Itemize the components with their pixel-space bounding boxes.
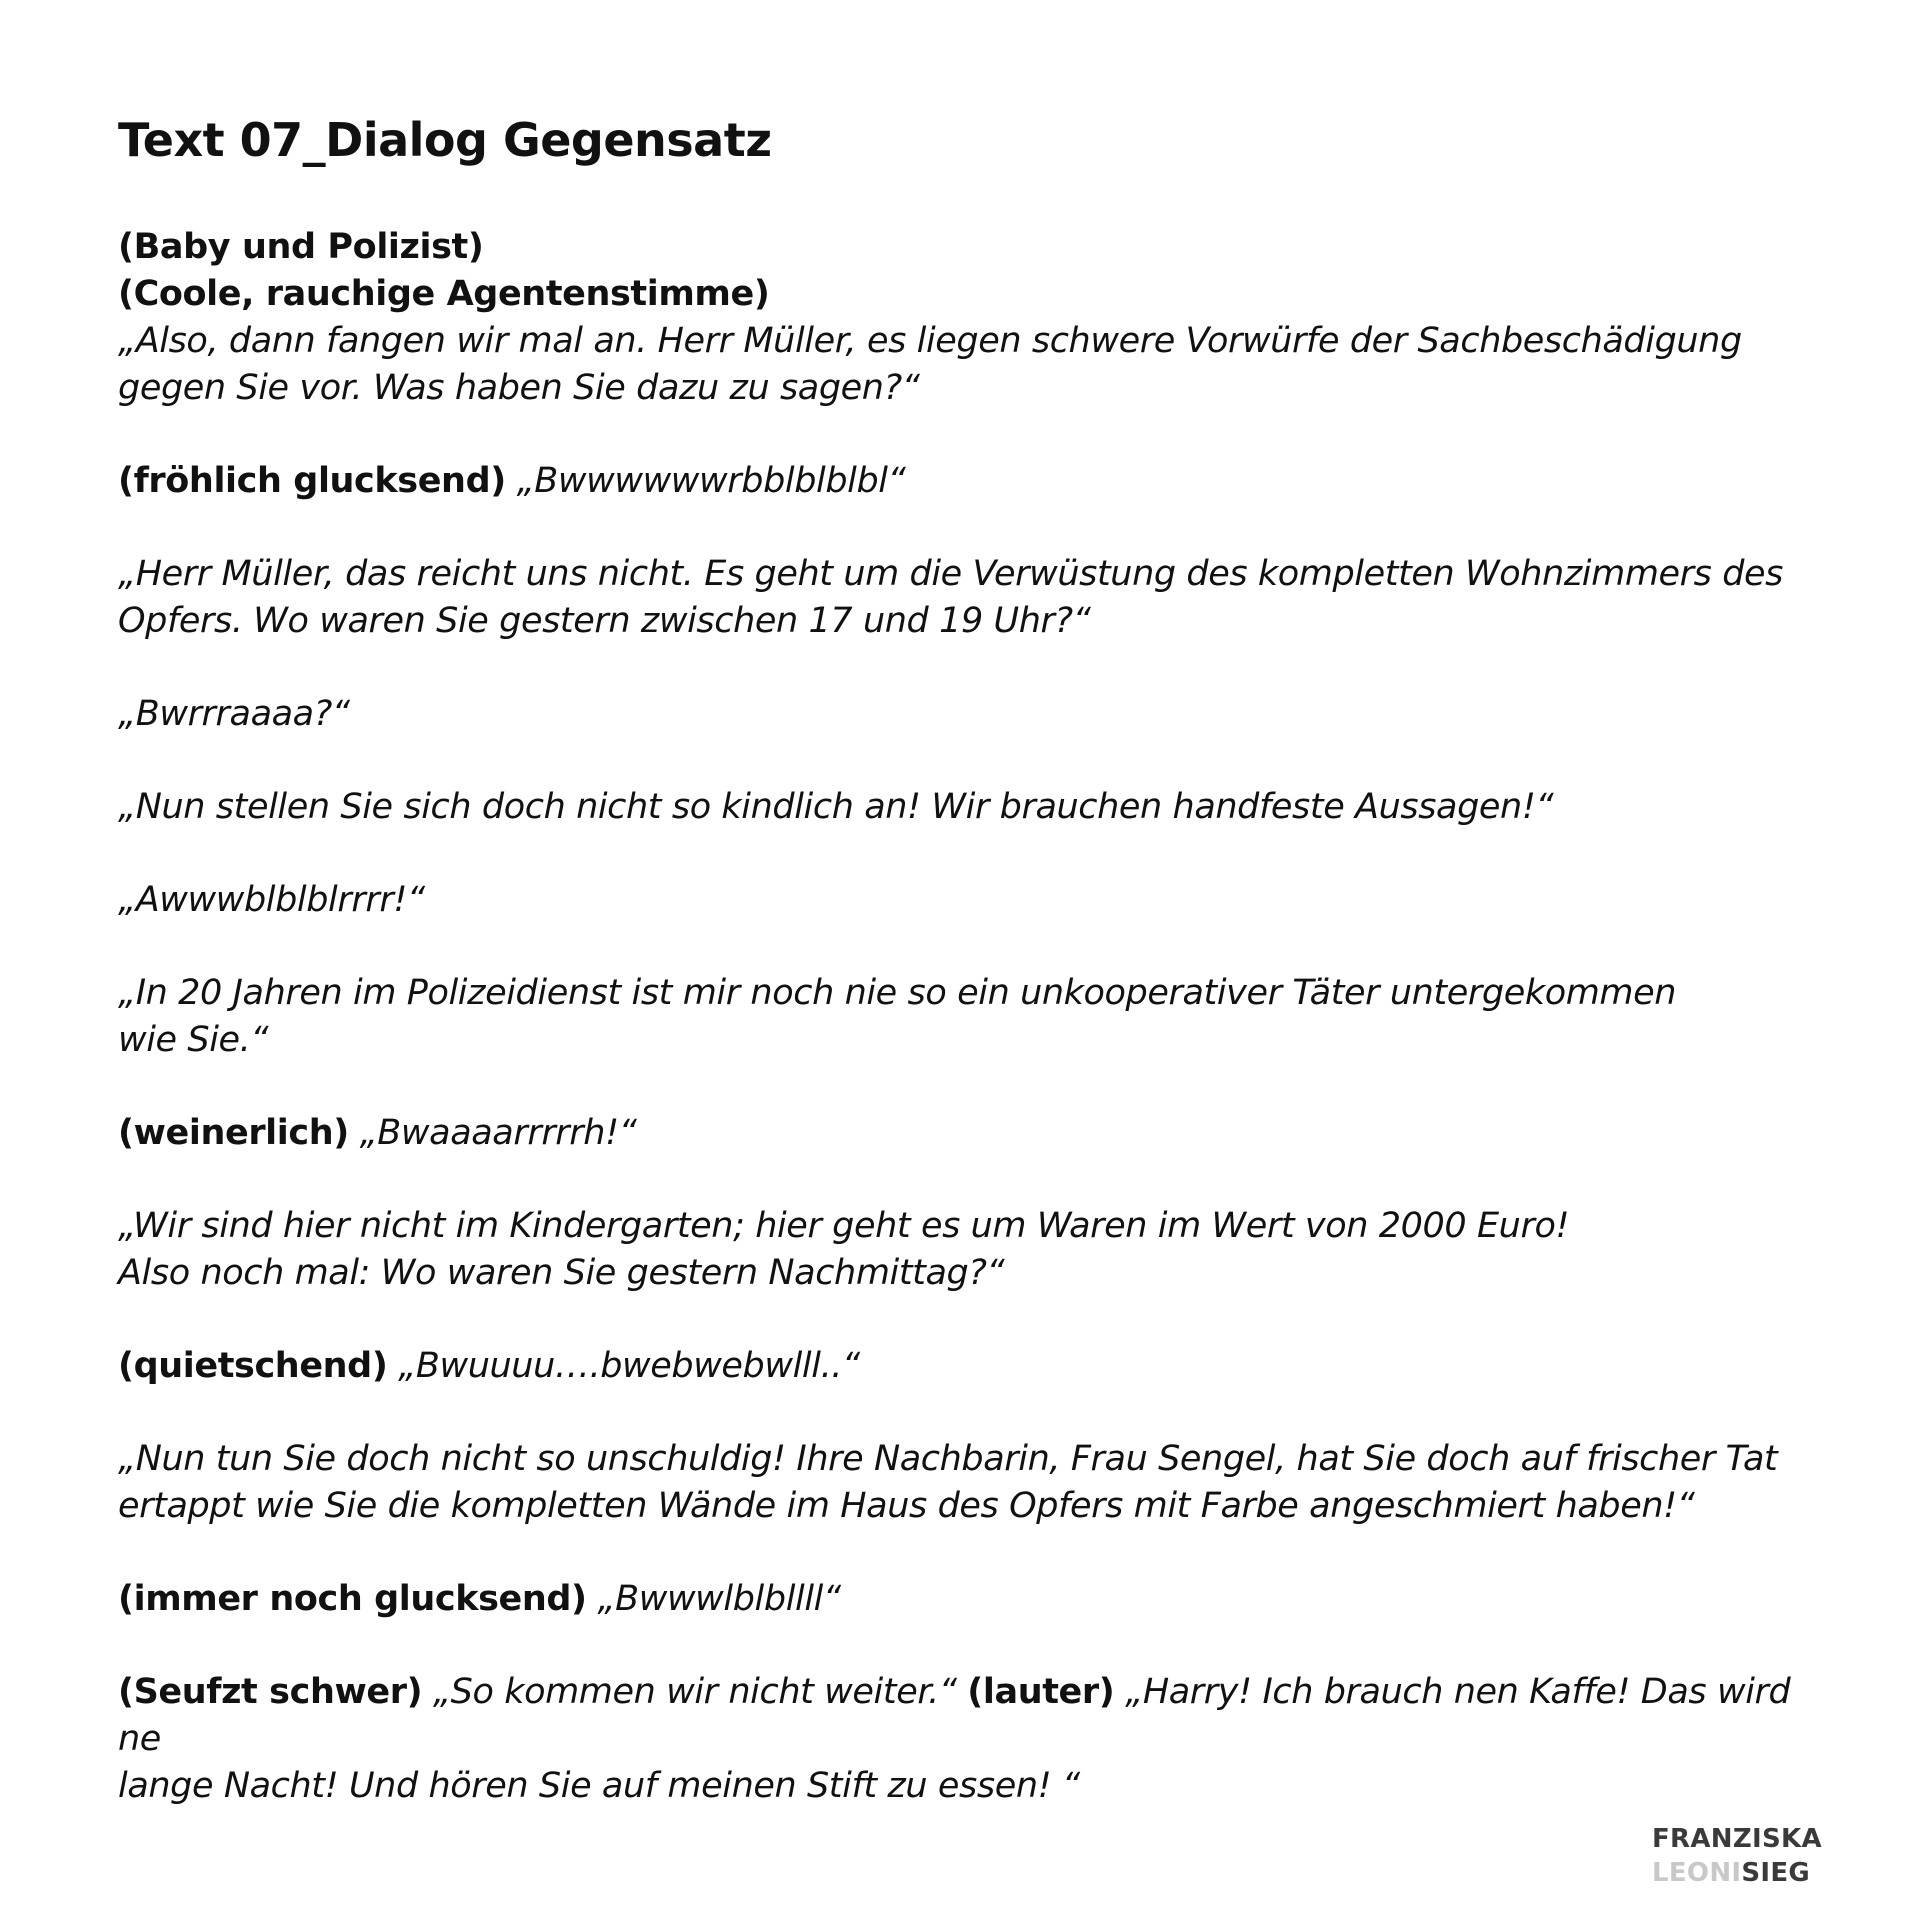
dialog-line [118, 1436, 1838, 1530]
dialog-speech: „Also, dann fangen wir mal an. Herr Müller, es liegen schwere Vorwürfe der Sachbeschädigung [118, 321, 1742, 361]
dialog-line [118, 1576, 1838, 1623]
dialog-speech: „Harry! Ich brauch nen Kaffe! Das wird ne [118, 1672, 1791, 1759]
dialog-line [118, 1110, 1838, 1157]
dialog-speech: „Wir sind hier nicht im Kindergarten; hier geht es um Waren im Wert von 2000 Euro! [118, 1206, 1570, 1246]
dialog-speech: wie Sie.“ [118, 1020, 269, 1060]
author-logo [1652, 1822, 1822, 1890]
dialog-line [118, 784, 1838, 831]
dialog-speech: „In 20 Jahren im Polizeidienst ist mir noch nie so ein unkooperativer Täter untergekommen [118, 973, 1677, 1013]
dialog-speech: lange Nacht! Und hören Sie auf meinen Stift zu essen! “ [118, 1766, 1080, 1806]
dialog-line [118, 877, 1838, 924]
dialog-line [118, 1669, 1838, 1810]
document-title: Text 07_Dialog Gegensatz [118, 113, 772, 167]
dialog-line [118, 1203, 1838, 1297]
dialog-speech: „So kommen wir nicht weiter.“ [432, 1672, 957, 1712]
logo-middle-name: LEONI [1652, 1858, 1742, 1888]
logo-first-name: FRANZISKA [1652, 1824, 1822, 1854]
dialog-speech: „Bwwwlblbllll“ [597, 1579, 841, 1619]
dialog-speech: „Bwwwwwwrbblblblbl“ [516, 461, 906, 501]
dialog-speech: „Awwwblblblrrrr!“ [118, 880, 425, 920]
logo-last-name: SIEG [1741, 1858, 1811, 1888]
dialog-speech: „Nun stellen Sie sich doch nicht so kindlich an! Wir brauchen handfeste Aussagen!“ [118, 787, 1554, 827]
dialog-line [118, 691, 1838, 738]
stage-direction: (weinerlich) [118, 1113, 349, 1153]
stage-direction: (Seufzt schwer) [118, 1672, 423, 1712]
dialog-line [118, 1343, 1838, 1390]
dialog-line [118, 458, 1838, 505]
stage-direction: (lauter) [967, 1672, 1115, 1712]
stage-direction: (Baby und Polizist) [118, 227, 484, 267]
dialog-speech: „Bwuuuu….bwebwebwlll..“ [398, 1346, 860, 1386]
dialog-speech: ertappt wie Sie die kompletten Wände im Haus des Opfers mit Farbe angeschmiert haben!“ [118, 1486, 1695, 1526]
dialog-speech: „Herr Müller, das reicht uns nicht. Es geht um die Verwüstung des kompletten Wohnzimmers des [118, 554, 1783, 594]
stage-direction: (fröhlich glucksend) [118, 461, 506, 501]
stage-direction: (immer noch glucksend) [118, 1579, 587, 1619]
stage-direction: (quietschend) [118, 1346, 388, 1386]
stage-direction: (Coole, rauchige Agentenstimme) [118, 274, 770, 314]
dialog-intro [118, 224, 1838, 412]
dialog-speech: gegen Sie vor. Was haben Sie dazu zu sagen?“ [118, 368, 920, 408]
dialog-line [118, 551, 1838, 645]
dialog-speech: „Nun tun Sie doch nicht so unschuldig! Ihre Nachbarin, Frau Sengel, hat Sie doch auf frischer Tat [118, 1439, 1778, 1479]
dialog-line [118, 970, 1838, 1064]
dialog-speech: „Bwaaaarrrrrh!“ [359, 1113, 637, 1153]
dialog-speech: Opfers. Wo waren Sie gestern zwischen 17 und 19 Uhr?“ [118, 601, 1091, 641]
dialog-speech: „Bwrrraaaa?“ [118, 694, 350, 734]
dialog-speech: Also noch mal: Wo waren Sie gestern Nachmittag?“ [118, 1253, 1005, 1293]
document-page [118, 108, 1838, 1810]
